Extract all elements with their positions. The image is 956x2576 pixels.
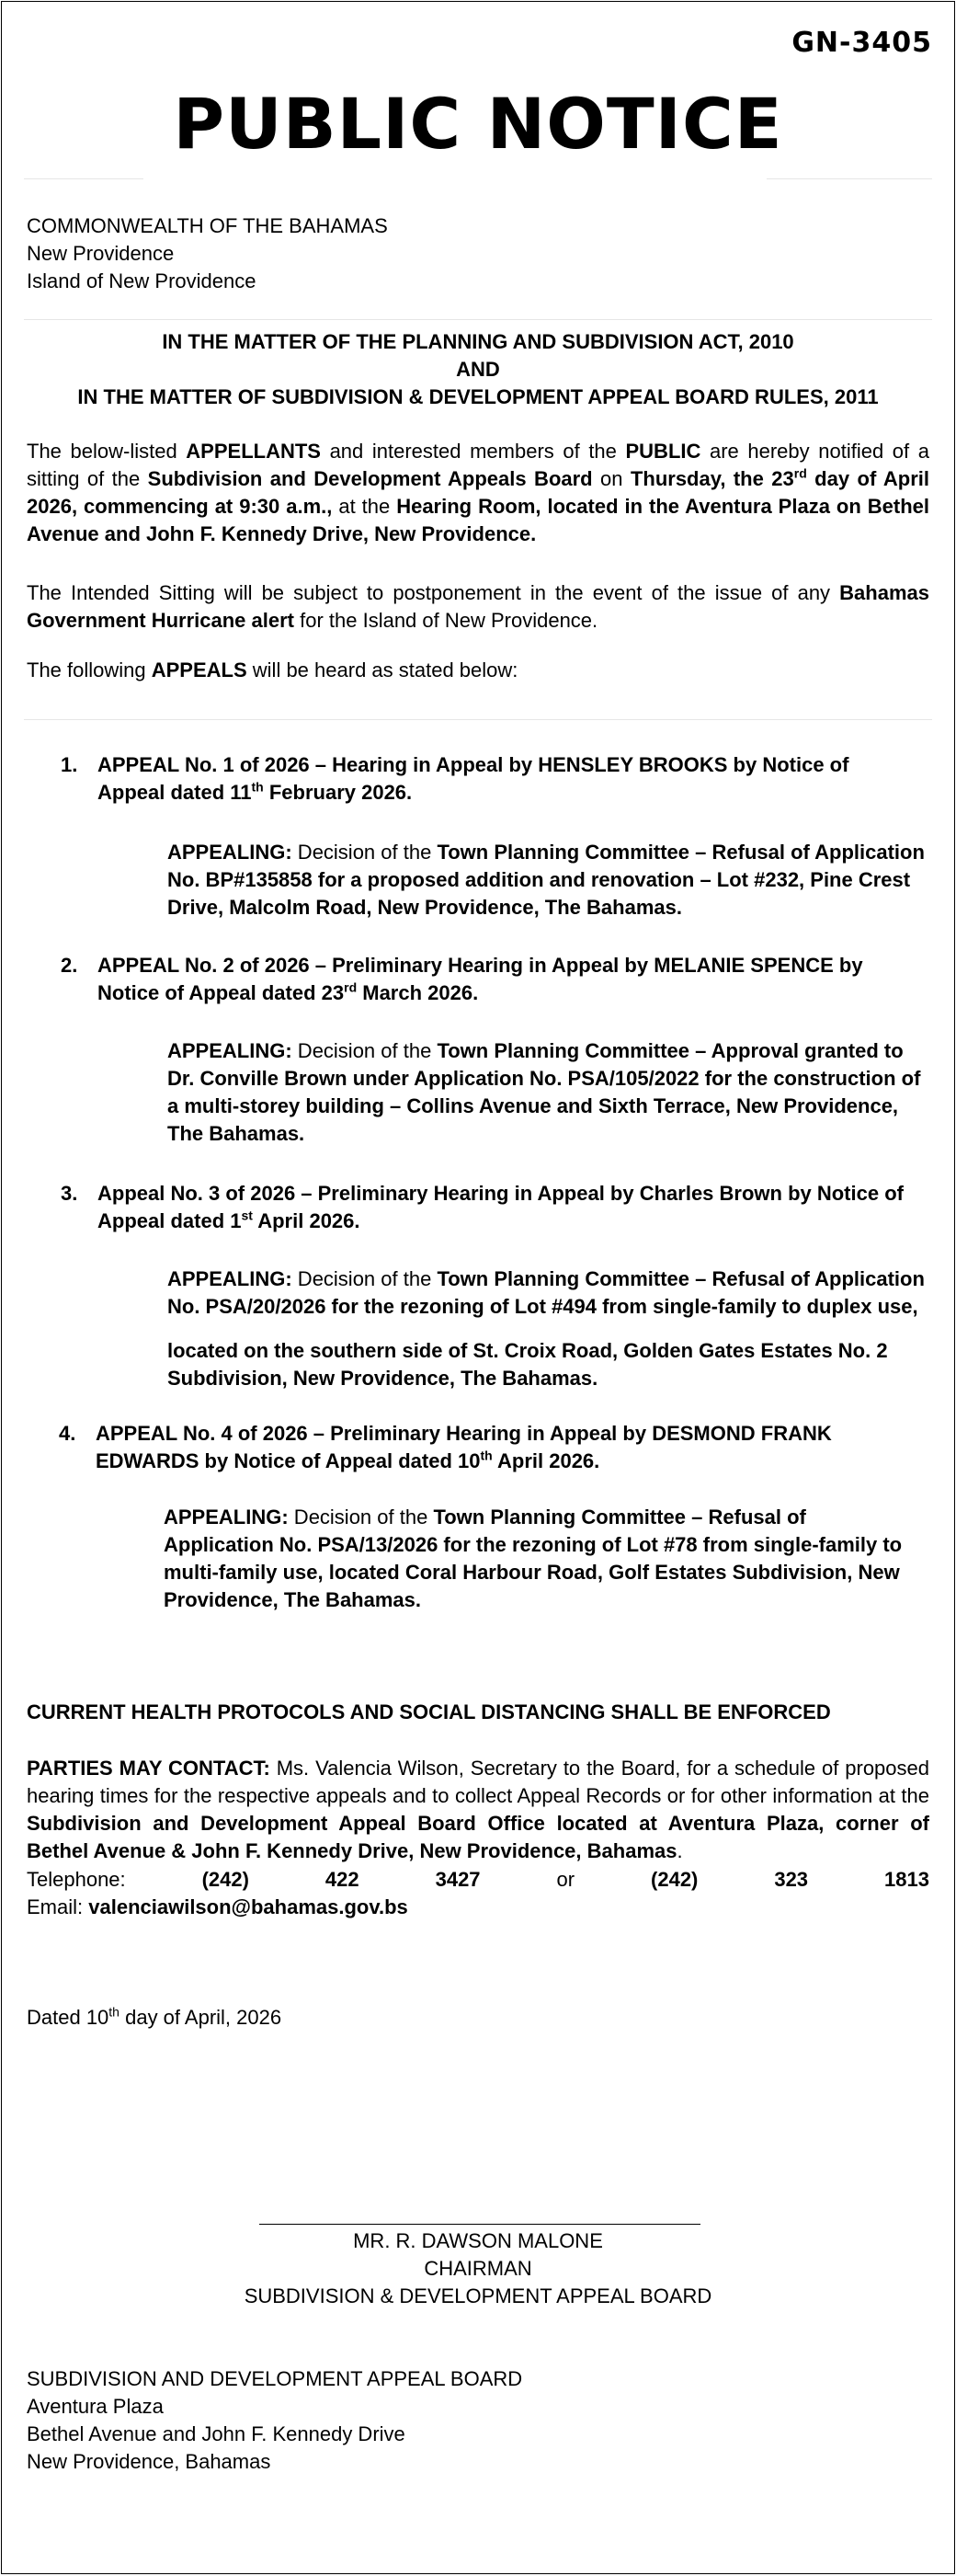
divider-left — [24, 178, 143, 179]
notice-id: GN-3405 — [791, 27, 932, 59]
dated-line: Dated 10th day of April, 2026 — [27, 2004, 282, 2029]
email-line: Email: valenciawilson@bahamas.gov.bs — [27, 1895, 408, 1918]
divider — [24, 319, 932, 320]
signatory-board: SUBDIVISION & DEVELOPMENT APPEAL BOARD — [244, 2284, 712, 2307]
signature-line — [259, 2224, 700, 2225]
signatory — [27, 2227, 929, 2310]
appeal-detail: APPEALING: Decision of the Town Planning Committee – Refusal of Application No. PSA/13/2026 for the rezoning of Lot #78 from single-family to multi-family use, located Coral Harbour Road, Golf Estates Subdivision, New Providence, The Bahamas. — [164, 1506, 903, 1611]
signatory-role: CHAIRMAN — [424, 2257, 532, 2280]
address-line: SUBDIVISION AND DEVELOPMENT APPEAL BOARD — [27, 2367, 523, 2390]
address-line: Bethel Avenue and John F. Kennedy Drive — [27, 2422, 405, 2445]
jurisdiction-line: New Providence — [27, 242, 175, 265]
jurisdiction — [27, 212, 929, 295]
divider-right — [767, 178, 932, 179]
board-address — [27, 2365, 929, 2476]
heading-line: AND — [456, 358, 500, 381]
appeal-detail: APPEALING: Decision of the Town Planning Committee – Approval granted to Dr. Conville Brown under Application No. PSA/105/2022 for the construction of a multi-storey building – Collins Avenue and Sixth Terrace, New Providence, The Bahamas. — [167, 1039, 921, 1145]
email-link[interactable]: valenciawilson@bahamas.gov.bs — [88, 1895, 408, 1918]
intro-paragraph: The below-listed APPELLANTS and interested members of the PUBLIC are hereby notified of a sitting of the Subdivision and Development Appeals Board on Thursday, the 23rd day of April 2026, commencing at 9:30 a.m., at the Hearing Room, located in the Aventura Plaza on Bethel Avenue and John F. Kennedy Drive, New Providence. — [27, 440, 929, 545]
signatory-name: MR. R. DAWSON MALONE — [353, 2229, 603, 2252]
appeal-detail: APPEALING: Decision of the Town Planning Committee – Refusal of Application No. BP#135858 for a proposed addition and renovation – Lot #232, Pine Crest Drive, Malcolm Road, New Providence, The Bahamas. — [167, 841, 925, 919]
appeal-heading: 4. APPEAL No. 4 of 2026 – Preliminary Hearing in Appeal by DESMOND FRANK EDWARDS by Notice of Appeal dated 10th April 2026. — [59, 1422, 832, 1472]
address-line: New Providence, Bahamas — [27, 2450, 271, 2473]
matter-heading — [27, 328, 929, 411]
heading-line: IN THE MATTER OF SUBDIVISION & DEVELOPMENT APPEAL BOARD RULES, 2011 — [77, 385, 879, 408]
appeal-heading: 2. APPEAL No. 2 of 2026 – Preliminary Hearing in Appeal by MELANIE SPENCE by Notice of Appeal dated 23rd March 2026. — [61, 954, 863, 1004]
public-notice-page — [1, 1, 955, 2574]
appeal-detail: APPEALING: Decision of the Town Planning Committee – Refusal of Application No. PSA/20/2026 for the rezoning of Lot #494 from single-family to duplex use, — [167, 1267, 925, 1318]
jurisdiction-line: COMMONWEALTH OF THE BAHAMAS — [27, 214, 388, 237]
health-notice: CURRENT HEALTH PROTOCOLS AND SOCIAL DISTANCING SHALL BE ENFORCED — [27, 1700, 831, 1723]
heading-line: IN THE MATTER OF THE PLANNING AND SUBDIVISION ACT, 2010 — [162, 330, 794, 353]
appeals-intro: The following APPEALS will be heard as stated below: — [27, 658, 518, 681]
divider — [24, 719, 932, 720]
postponement-paragraph: The Intended Sitting will be subject to postponement in the event of the issue of any Bahamas Government Hurricane alert for the Island of New Providence. — [27, 581, 929, 632]
appeal-detail-continued: located on the southern side of St. Croix Road, Golden Gates Estates No. 2 Subdivision, New Providence, The Bahamas. — [167, 1339, 888, 1390]
page-title: PUBLIC NOTICE — [173, 83, 783, 165]
address-line: Aventura Plaza — [27, 2395, 164, 2418]
contact-paragraph: PARTIES MAY CONTACT: Ms. Valencia Wilson, Secretary to the Board, for a schedule of proposed hearing times for the respective appeals and to collect Appeal Records or for other information at the Subdivision and Development Appeal Board Office located at Aventura Plaza, corner of Bethel Avenue & John F. Kennedy Drive, New Providence, Bahamas. — [27, 1757, 929, 1862]
appeal-heading: 1. APPEAL No. 1 of 2026 – Hearing in Appeal by HENSLEY BROOKS by Notice of Appeal dated 11th February 2026. — [61, 753, 849, 804]
jurisdiction-line: Island of New Providence — [27, 269, 256, 292]
telephone-row: Telephone: (242) 422 3427 or (242) 323 1813 — [27, 1868, 929, 1891]
appeal-heading: 3. Appeal No. 3 of 2026 – Preliminary Hearing in Appeal by Charles Brown by Notice of Appeal dated 1st April 2026. — [61, 1182, 904, 1232]
